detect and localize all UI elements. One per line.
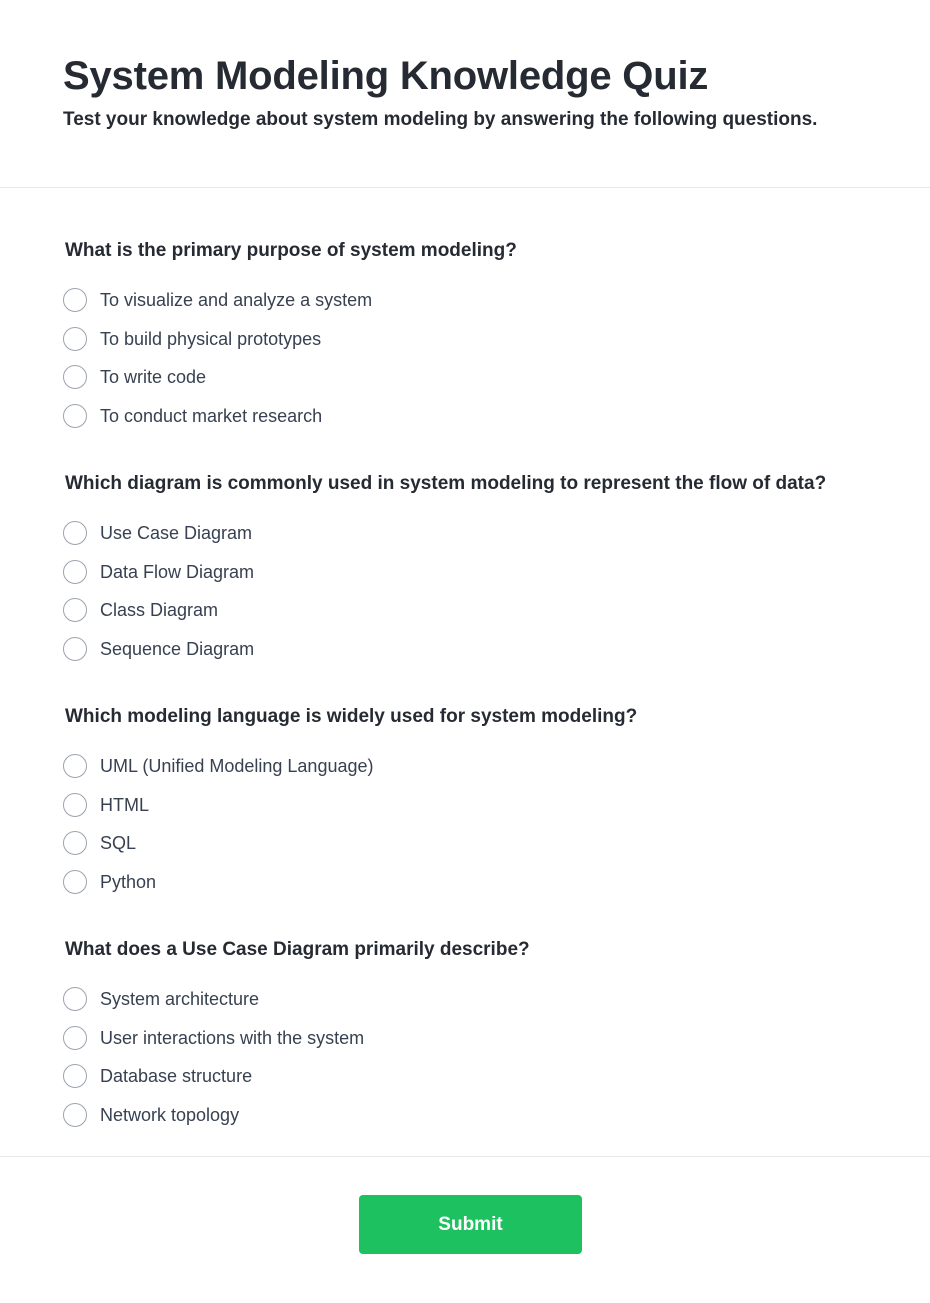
option-label: To write code (100, 367, 207, 388)
option-label: Python (100, 871, 157, 892)
radio-button[interactable] (63, 793, 87, 817)
option-label: To build physical prototypes (100, 328, 322, 349)
radio-button[interactable] (63, 870, 87, 894)
option-label: Use Case Diagram (100, 523, 253, 544)
answer-option[interactable] (63, 863, 930, 902)
options-list (63, 281, 930, 435)
answer-option[interactable] (63, 514, 930, 553)
options-list (63, 747, 930, 901)
quiz-header (0, 0, 930, 188)
option-label: SQL (100, 833, 137, 854)
answer-option[interactable] (63, 824, 930, 863)
question-text: Which modeling language is widely used for system modeling? (65, 706, 638, 727)
submit-button[interactable]: Submit (359, 1195, 582, 1254)
radio-button[interactable] (63, 365, 87, 389)
options-list (63, 980, 930, 1134)
answer-option[interactable] (63, 980, 930, 1019)
question-3 (63, 705, 930, 901)
radio-button[interactable] (63, 1026, 87, 1050)
question-text: What does a Use Case Diagram primarily describe? (65, 939, 530, 960)
answer-option[interactable] (63, 320, 930, 359)
radio-button[interactable] (63, 1064, 87, 1088)
radio-button[interactable] (63, 987, 87, 1011)
question-text: Which diagram is commonly used in system modeling to represent the flow of data? (65, 473, 827, 494)
page-title: System Modeling Knowledge Quiz (63, 54, 709, 98)
radio-button[interactable] (63, 754, 87, 778)
question-1 (63, 239, 930, 435)
question-text: What is the primary purpose of system modeling? (65, 240, 517, 261)
answer-option[interactable] (63, 747, 930, 786)
answer-option[interactable] (63, 397, 930, 436)
answer-option[interactable] (63, 1096, 930, 1135)
radio-button[interactable] (63, 831, 87, 855)
radio-button[interactable] (63, 327, 87, 351)
answer-option[interactable] (63, 281, 930, 320)
option-label: Data Flow Diagram (100, 561, 255, 582)
option-label: User interactions with the system (100, 1027, 365, 1048)
option-label: Database structure (100, 1066, 253, 1087)
radio-button[interactable] (63, 560, 87, 584)
quiz-body (0, 239, 930, 1134)
answer-option[interactable] (63, 630, 930, 669)
option-label: System architecture (100, 989, 260, 1010)
option-label: To conduct market research (100, 405, 323, 426)
option-label: Sequence Diagram (100, 638, 255, 659)
option-label: HTML (100, 794, 149, 815)
answer-option[interactable] (63, 591, 930, 630)
radio-button[interactable] (63, 1103, 87, 1127)
option-label: Network topology (100, 1104, 240, 1125)
quiz-footer (0, 1156, 930, 1303)
radio-button[interactable] (63, 404, 87, 428)
options-list (63, 514, 930, 668)
question-4 (63, 938, 930, 1134)
answer-option[interactable] (63, 1019, 930, 1058)
question-2 (63, 472, 930, 668)
answer-option[interactable] (63, 786, 930, 825)
answer-option[interactable] (63, 553, 930, 592)
radio-button[interactable] (63, 598, 87, 622)
option-label: To visualize and analyze a system (100, 290, 373, 311)
page-subtitle: Test your knowledge about system modeling by answering the following questions. (63, 109, 818, 130)
option-label: UML (Unified Modeling Language) (100, 756, 374, 777)
radio-button[interactable] (63, 521, 87, 545)
answer-option[interactable] (63, 358, 930, 397)
radio-button[interactable] (63, 637, 87, 661)
radio-button[interactable] (63, 288, 87, 312)
answer-option[interactable] (63, 1057, 930, 1096)
option-label: Class Diagram (100, 600, 219, 621)
